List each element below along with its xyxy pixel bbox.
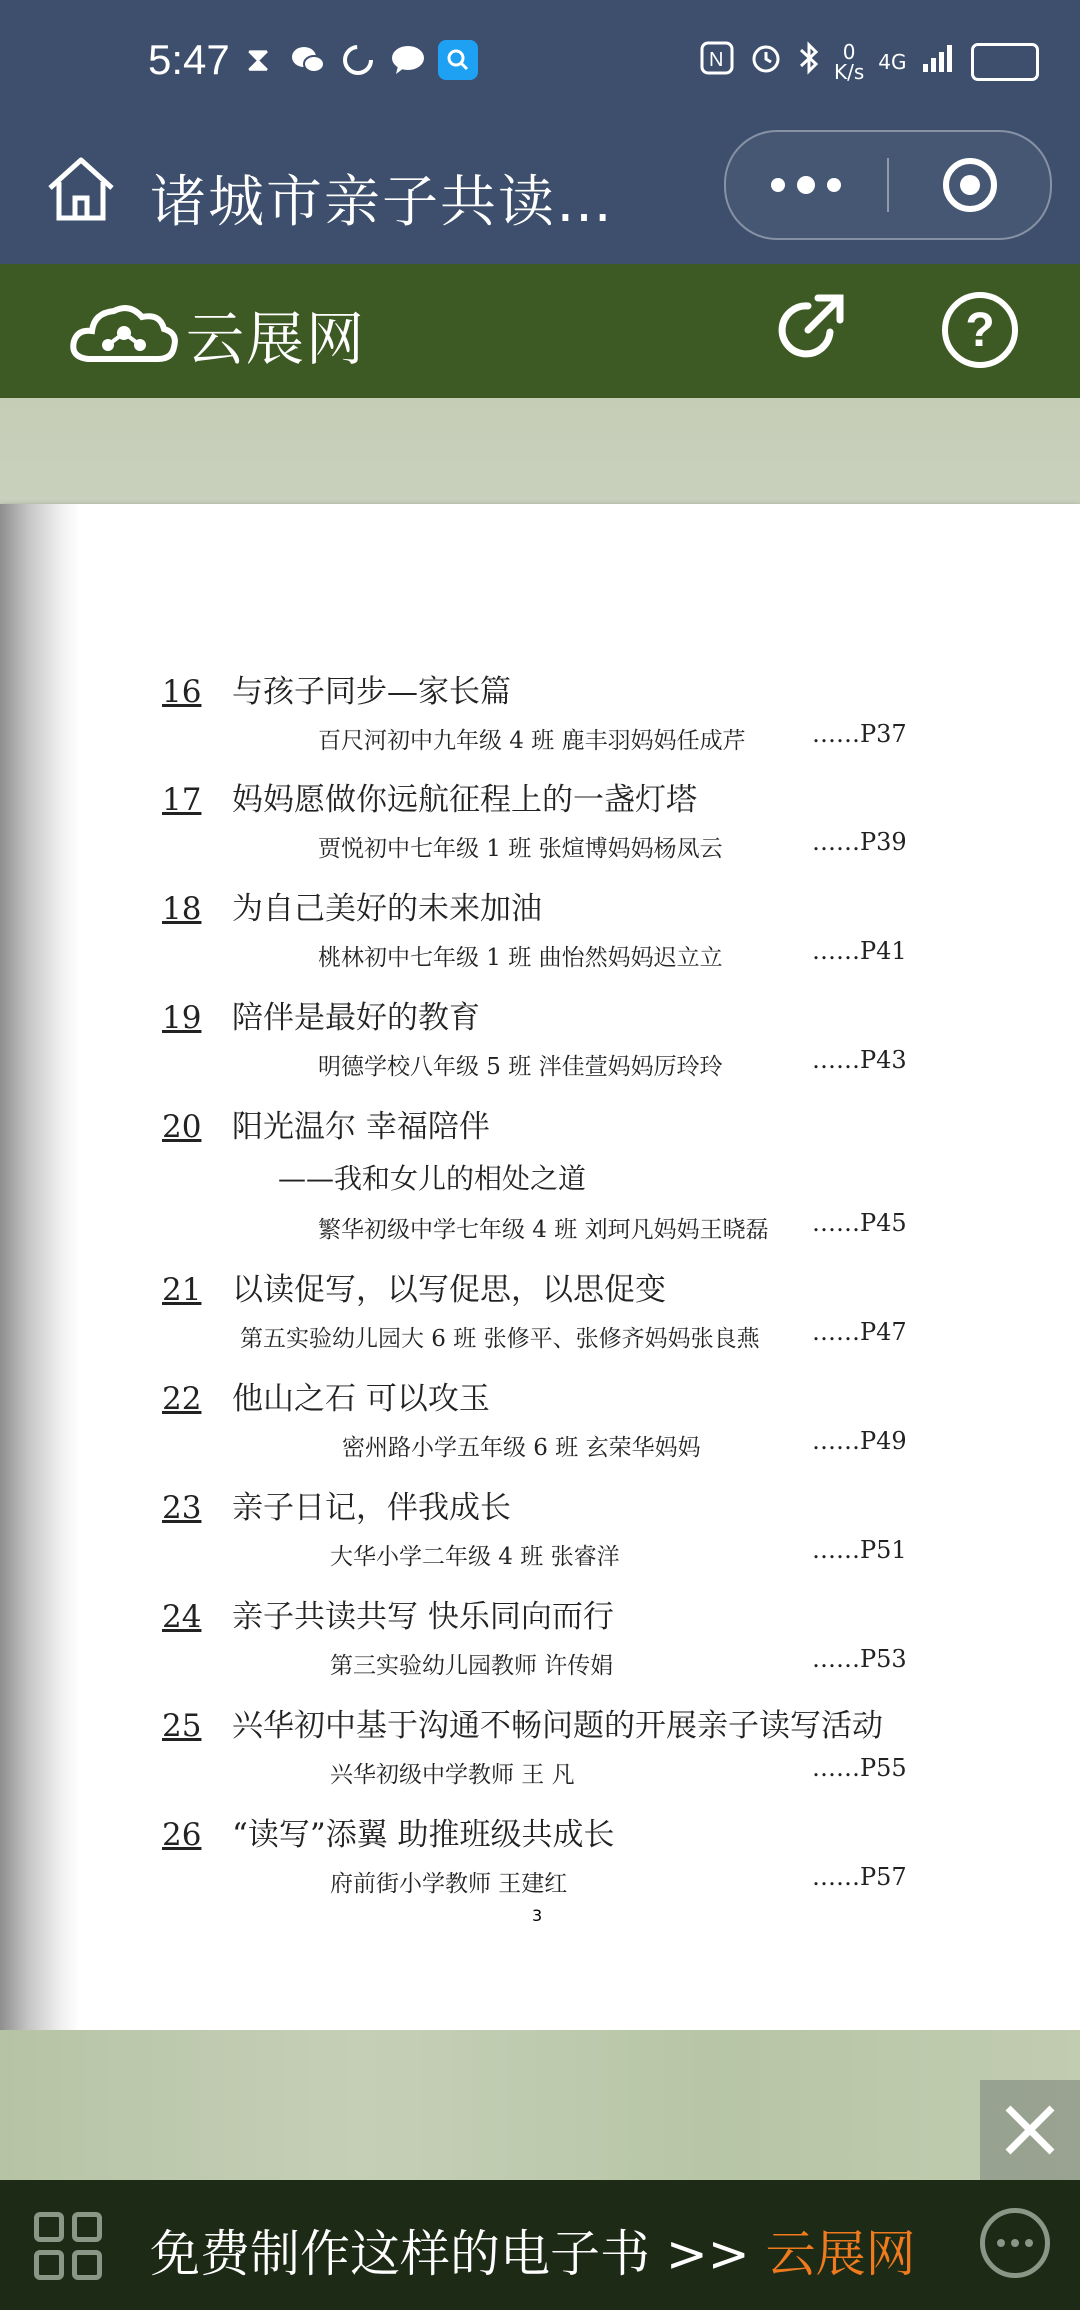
- toc-entry-number: 21: [162, 1272, 202, 1308]
- toc-entry-title-text: 陪伴是最好的教育: [232, 1000, 480, 1036]
- toc-entry-title[interactable]: [162, 666, 511, 711]
- net-speed: 0 K/s: [834, 40, 865, 84]
- book-background-top: [0, 398, 1080, 504]
- message-icon: [388, 40, 428, 80]
- toc-entry-title[interactable]: [162, 1101, 490, 1146]
- toc-entry-page[interactable]: ……P39: [812, 828, 907, 856]
- title-bar: [0, 120, 1080, 264]
- toc-entry-page[interactable]: ……P43: [812, 1046, 907, 1074]
- toc-entry-title[interactable]: [162, 1264, 666, 1309]
- grid-icon[interactable]: [34, 2212, 102, 2280]
- toc-entry-number: 25: [162, 1708, 202, 1744]
- page-title: 诸城市亲子共读…: [150, 170, 614, 235]
- search-app-icon: [438, 40, 478, 80]
- loading-icon: [338, 40, 378, 80]
- toc-entry-number: 22: [162, 1381, 202, 1417]
- toc-entry-number: 17: [162, 782, 202, 818]
- toc-entry-title-text: 为自己美好的未来加油: [232, 891, 542, 927]
- toc-entry-author: 府前街小学教师 王建红: [330, 1871, 568, 1897]
- toc-entry-title[interactable]: [162, 774, 697, 819]
- bluetooth-icon: [798, 40, 820, 84]
- signal-icon: [921, 42, 957, 82]
- toc-entry-title-text: 阳光温尔 幸福陪伴: [232, 1109, 490, 1145]
- alarm-icon: [748, 40, 784, 84]
- toc-entry-number: 20: [162, 1109, 202, 1145]
- toc-entry-title-text: 亲子日记，伴我成长: [232, 1490, 511, 1526]
- book-background-bottom: [0, 2030, 1080, 2180]
- toc-entry-author: 繁华初级中学七年级 4 班 刘珂凡妈妈王晓磊: [318, 1217, 769, 1243]
- toc-entry-number: 16: [162, 674, 202, 710]
- share-icon[interactable]: [772, 292, 848, 368]
- status-bar: [0, 0, 1080, 120]
- svg-text:N: N: [709, 49, 724, 71]
- cloud-logo-icon: [68, 299, 178, 369]
- promo-brand[interactable]: 云展网: [765, 2225, 916, 2283]
- toc-entry-title-text: “读写”添翼 助推班级共成长: [232, 1817, 615, 1853]
- toc-entry-title-text: 亲子共读共写 快乐同向而行: [232, 1599, 614, 1635]
- logo-text: 云展网: [186, 305, 367, 373]
- mini-program-capsule: [724, 130, 1052, 240]
- toc-entry-author: 兴华初级中学教师 王 凡: [330, 1762, 575, 1788]
- toc-entry-number: 18: [162, 891, 202, 927]
- bottom-promo-bar[interactable]: [0, 2180, 1080, 2310]
- toc-entry-page[interactable]: ……P49: [812, 1427, 907, 1455]
- more-icon[interactable]: [726, 132, 886, 238]
- toc-entry-title[interactable]: [162, 1373, 490, 1418]
- toc-entry-author: 密州路小学五年级 6 班 玄荣华妈妈: [342, 1435, 701, 1461]
- toc-entry-subtitle: ——我和女儿的相处之道: [278, 1162, 587, 1195]
- toc-entry-page[interactable]: ……P47: [812, 1318, 907, 1346]
- system-icons: [700, 40, 1039, 84]
- toc-entry-page[interactable]: ……P51: [812, 1536, 907, 1564]
- help-icon[interactable]: ?: [942, 292, 1018, 368]
- status-time: 5:47: [148, 36, 230, 83]
- toc-entry-page[interactable]: ……P37: [812, 720, 907, 748]
- notification-icons: [238, 40, 478, 80]
- toc-entry-title-text: 妈妈愿做你远航征程上的一盏灯塔: [232, 782, 697, 818]
- toc-entry-page[interactable]: ……P53: [812, 1645, 907, 1673]
- toc-entry-title-text: 与孩子同步—家长篇: [232, 674, 511, 710]
- promo-text[interactable]: 免费制作这样的电子书 >> 云展网: [150, 2225, 916, 2283]
- network-type: 4G: [878, 50, 907, 74]
- page-number: 3: [532, 1906, 543, 1925]
- toc-entry-title-text: 他山之石 可以攻玉: [232, 1381, 490, 1417]
- toc-entry-page[interactable]: ……P45: [812, 1209, 907, 1237]
- wechat-icon: [288, 40, 328, 80]
- close-icon[interactable]: [980, 2080, 1080, 2180]
- table-of-contents: [0, 504, 1080, 2030]
- toc-entry-number: 24: [162, 1599, 202, 1635]
- logo[interactable]: [68, 292, 366, 376]
- toc-entry-author: 桃林初中七年级 1 班 曲怡然妈妈迟立立: [318, 945, 723, 971]
- toc-entry-author: 贾悦初中七年级 1 班 张煊博妈妈杨凤云: [318, 836, 723, 862]
- toc-entry-author: 第五实验幼儿园大 6 班 张修平、张修齐妈妈张良燕: [240, 1326, 760, 1352]
- app-header: [0, 264, 1080, 398]
- chat-icon[interactable]: [980, 2208, 1050, 2278]
- toc-entry-page[interactable]: ……P41: [812, 937, 907, 965]
- target-icon[interactable]: [890, 132, 1050, 238]
- toc-entry-author: 大华小学二年级 4 班 张睿洋: [330, 1544, 620, 1570]
- toc-entry-title-text: 兴华初中基于沟通不畅问题的开展亲子读写活动: [232, 1708, 883, 1744]
- toc-entry-title[interactable]: [162, 1482, 511, 1527]
- battery-icon: 94: [971, 43, 1039, 81]
- toc-entry-number: 26: [162, 1817, 202, 1853]
- toc-entry-title[interactable]: [162, 992, 480, 1037]
- toc-entry-title[interactable]: [162, 883, 542, 928]
- hourglass-icon: ⧗: [246, 40, 270, 80]
- toc-entry-title-text: 以读促写，以写促思，以思促变: [232, 1272, 666, 1308]
- toc-entry-title[interactable]: [162, 1700, 883, 1745]
- toc-entry-number: 19: [162, 1000, 202, 1036]
- toc-entry-title[interactable]: [162, 1591, 614, 1636]
- toc-entry-page[interactable]: ……P55: [812, 1754, 907, 1782]
- home-icon[interactable]: [42, 150, 120, 228]
- book-page[interactable]: [0, 504, 1080, 2030]
- toc-entry-page[interactable]: ……P57: [812, 1863, 907, 1891]
- toc-entry-author: 百尺河初中九年级 4 班 鹿丰羽妈妈任成芹: [318, 728, 746, 754]
- toc-entry-author: 明德学校八年级 5 班 泮佳萱妈妈厉玲玲: [318, 1054, 723, 1080]
- toc-entry-number: 23: [162, 1490, 202, 1526]
- toc-entry-author: 第三实验幼儿园教师 许传娟: [330, 1653, 614, 1679]
- nfc-icon: [700, 41, 734, 83]
- toc-entry-title[interactable]: [162, 1809, 615, 1854]
- capsule-divider: [887, 158, 889, 212]
